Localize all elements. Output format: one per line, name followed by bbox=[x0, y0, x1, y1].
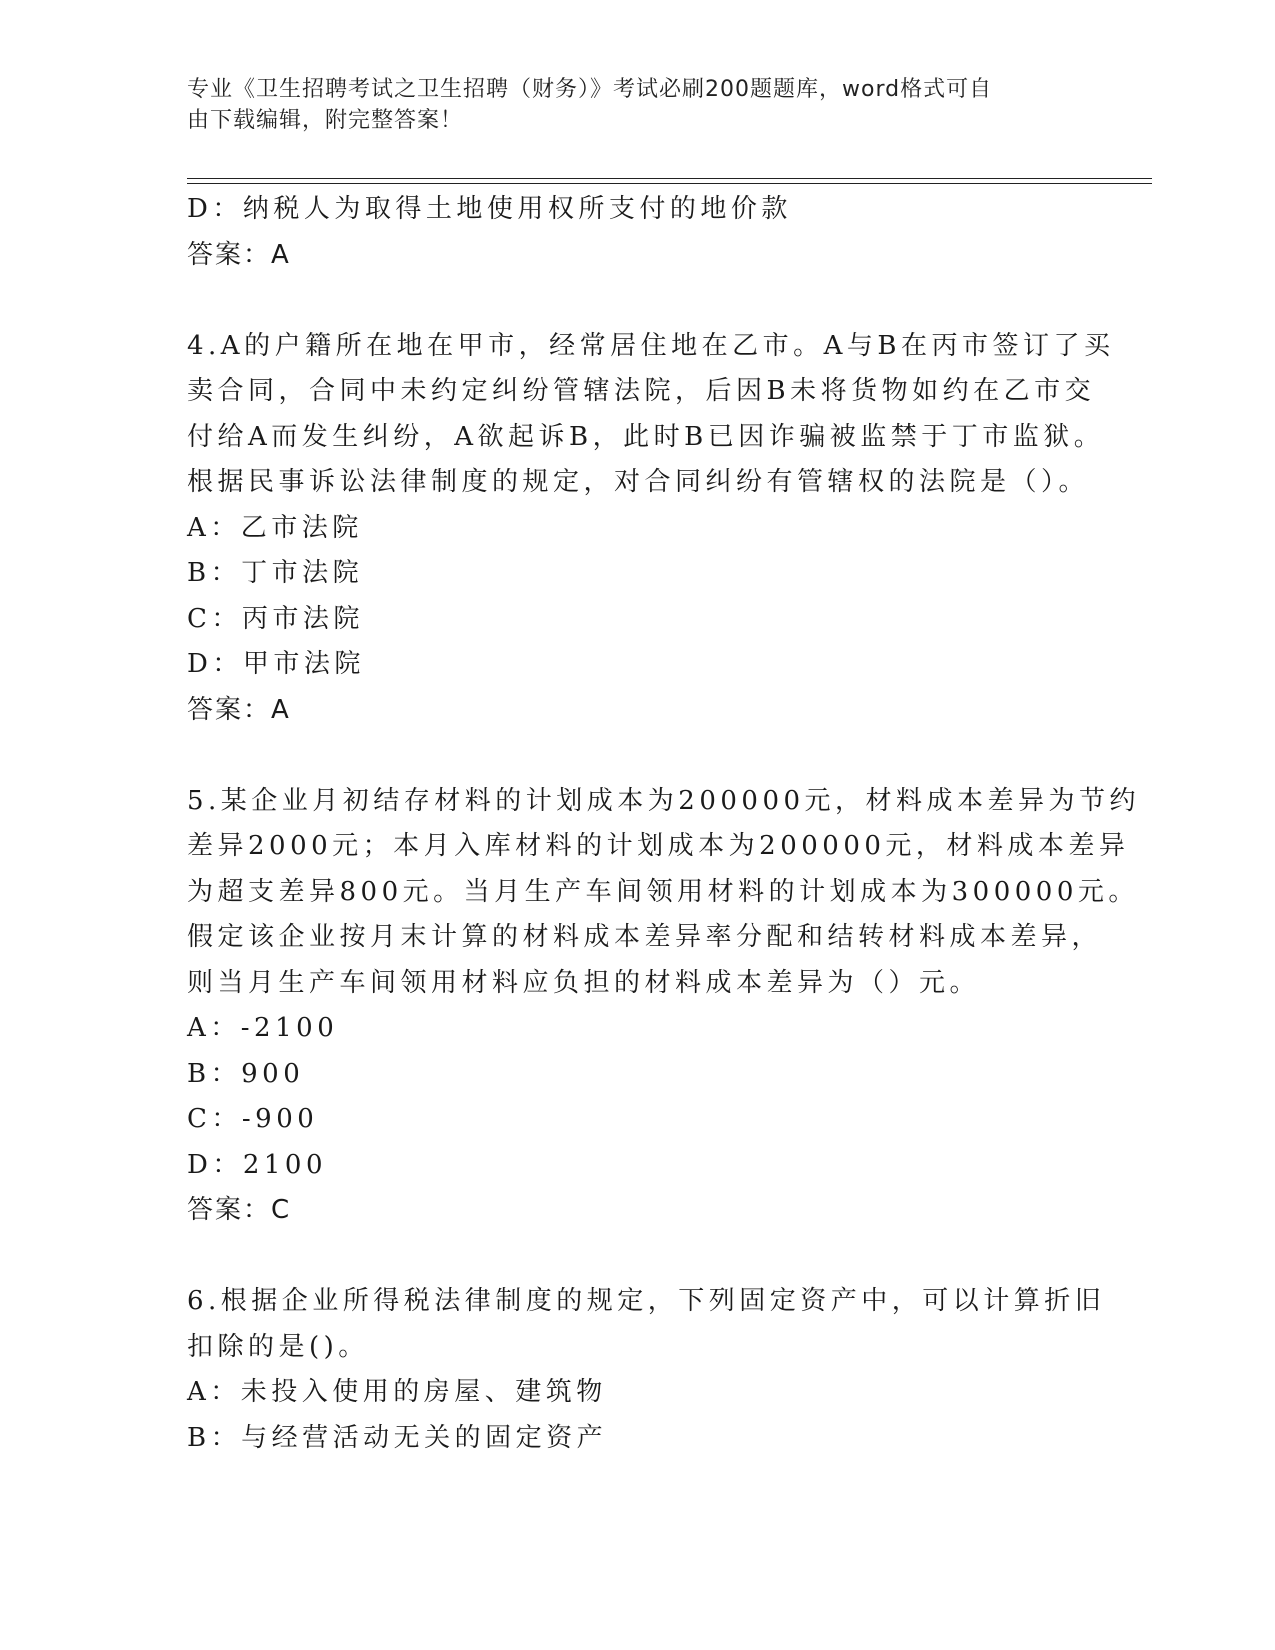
question-stem-line: 根据民事诉讼法律制度的规定，对合同纠纷有管辖权的法院是（）。 bbox=[187, 467, 1090, 497]
option-c: C：丙市法院 bbox=[187, 603, 364, 634]
header-divider-bottom bbox=[187, 183, 1152, 184]
question-6 bbox=[187, 1279, 1106, 1461]
option-d: D：2100 bbox=[187, 1149, 328, 1180]
question-3-tail bbox=[187, 187, 1087, 278]
option-b: B：丁市法院 bbox=[187, 558, 364, 588]
option-d: D：甲市法院 bbox=[187, 649, 365, 679]
question-stem-line: 则当月生产车间领用材料应负担的材料成本差异为（）元。 bbox=[187, 967, 981, 998]
option-b: B：900 bbox=[187, 1058, 305, 1089]
option-a: A：未投入使用的房屋、建筑物 bbox=[187, 1377, 607, 1407]
option-a: A：-2100 bbox=[187, 1013, 339, 1043]
question-stem-line: 6.根据企业所得税法律制度的规定，下列固定资产中，可以计算折旧 bbox=[187, 1286, 1106, 1316]
question-stem-line: 为超支差异800元。当月生产车间领用材料的计划成本为300000元。 bbox=[187, 876, 1139, 907]
spacer bbox=[187, 733, 1087, 779]
option-a: A：乙市法院 bbox=[187, 512, 363, 543]
document-header bbox=[187, 74, 1087, 136]
header-line-1: 专业《卫生招聘考试之卫生招聘（财务）》考试必刷200题题库，word格式可自 bbox=[187, 77, 993, 102]
question-stem-line: 扣除的是()。 bbox=[187, 1331, 369, 1362]
answer-line: 答案：A bbox=[187, 239, 291, 270]
option-b: B：与经营活动无关的固定资产 bbox=[187, 1422, 608, 1453]
option-d: D：纳税人为取得土地使用权所支付的地价款 bbox=[187, 194, 792, 224]
spacer bbox=[187, 278, 1087, 324]
question-stem-line: 付给A而发生纠纷，A欲起诉B，此时B已因诈骗被监禁于丁市监狱。 bbox=[187, 421, 1105, 452]
header-divider-top bbox=[187, 178, 1152, 179]
question-stem-line: 假定该企业按月末计算的材料成本差异率分配和结转材料成本差异， bbox=[187, 922, 1103, 952]
answer-line: 答案：C bbox=[187, 1195, 292, 1225]
question-stem-line: 4.A的户籍所在地在甲市，经常居住地在乙市。A与B在丙市签订了买 bbox=[187, 330, 1115, 361]
spacer bbox=[187, 1234, 1087, 1280]
question-stem-line: 差异2000元；本月入库材料的计划成本为200000元，材料成本差异 bbox=[187, 831, 1130, 861]
answer-line: 答案：A bbox=[187, 694, 291, 725]
header-line-2: 由下载编辑，附完整答案！ bbox=[187, 108, 464, 133]
question-stem-line: 5.某企业月初结存材料的计划成本为200000元，材料成本差异为节约 bbox=[187, 785, 1141, 816]
option-c: C：-900 bbox=[187, 1104, 319, 1134]
question-stem-line: 卖合同，合同中未约定纠纷管辖法院，后因B未将货物如约在乙市交 bbox=[187, 376, 1096, 406]
question-5 bbox=[187, 779, 1141, 1234]
question-4 bbox=[187, 324, 1115, 734]
document-body bbox=[187, 187, 1141, 1461]
